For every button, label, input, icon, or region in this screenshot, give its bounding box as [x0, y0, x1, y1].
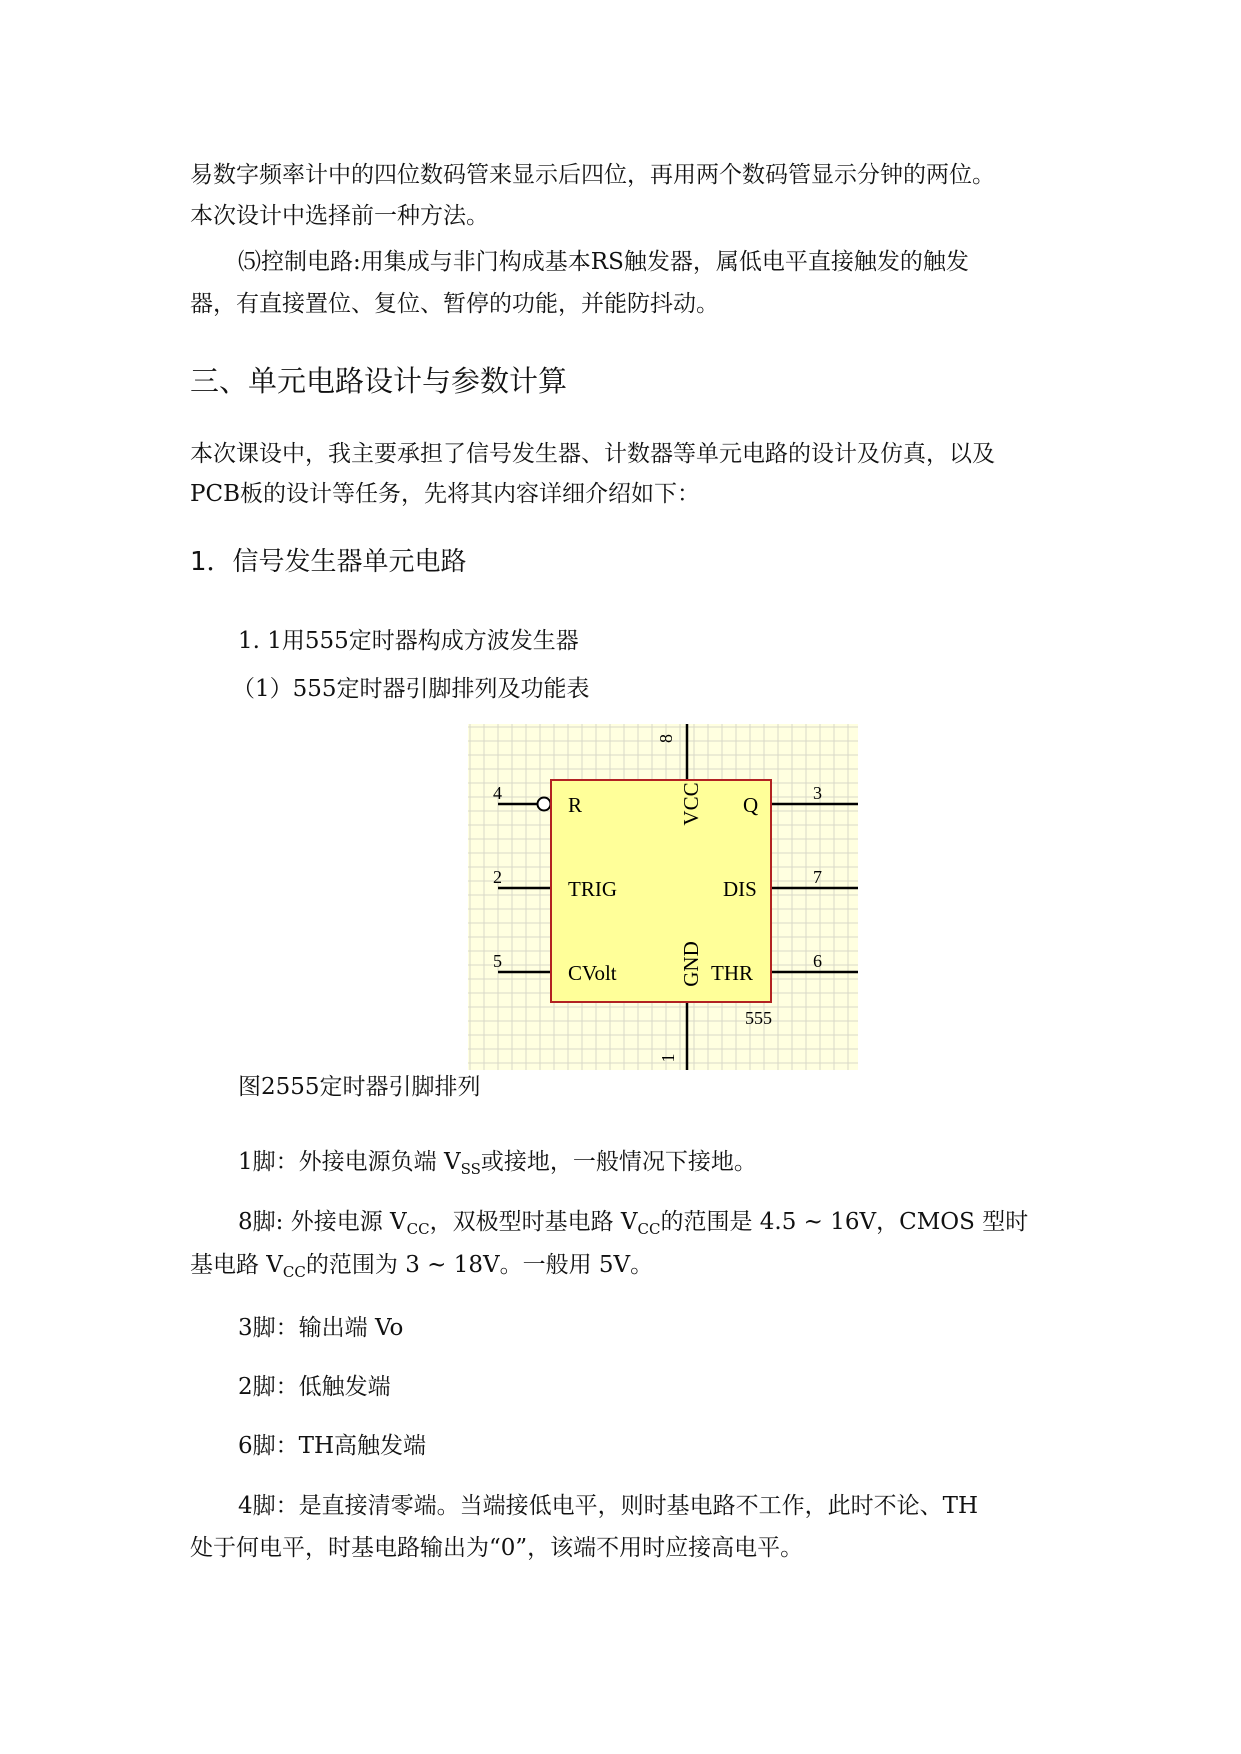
paragraph-line: 本次课设中，我主要承担了信号发生器、计数器等单元电路的设计及仿真，以及 — [190, 441, 995, 467]
pin-number-8: 8 — [656, 734, 676, 743]
pin-number-7: 7 — [813, 867, 822, 887]
paragraph-line: 本次设计中选择前一种方法。 — [190, 203, 489, 229]
label-dis: DIS — [723, 877, 757, 901]
section-heading: 三、单元电路设计与参数计算 — [190, 364, 568, 398]
pin-number-3: 3 — [813, 783, 822, 803]
figure-caption: 图2555定时器引脚排列 — [238, 1074, 481, 1100]
label-vcc: VCC — [679, 782, 703, 826]
item-heading: （1）555定时器引脚排列及功能表 — [232, 676, 590, 702]
subsubsection-heading: 1. 1用555定时器构成方波发生器 — [238, 628, 579, 654]
pin-description-8: 8脚: 外接电源 $V_{CC}$，双极型时基电路 $V_{CC}$的范围是 4.5 ~ 16V，CMOS 型时 — [238, 1209, 1029, 1238]
label-q: Q — [743, 793, 759, 817]
subsection-heading: 1．信号发生器单元电路 — [190, 547, 467, 577]
paragraph-line: 器，有直接置位、复位、暂停的功能，并能防抖动。 — [190, 291, 719, 317]
pin-number-4: 4 — [493, 783, 502, 803]
reset-inversion-bubble — [538, 798, 551, 811]
pin-description-4: 4脚：是直接清零端。当端接低电平，则时基电路不工作，此时不论、TH — [238, 1493, 979, 1519]
pin-number-2: 2 — [493, 867, 502, 887]
label-gnd: GND — [679, 941, 703, 987]
paragraph-line: ⑸控制电路:用集成与非门构成基本RS触发器，属低电平直接触发的触发 — [238, 249, 969, 275]
label-thr: THR — [711, 961, 753, 985]
pin-description-6: 6脚：TH高触发端 — [238, 1433, 427, 1459]
pin-description-2: 2脚：低触发端 — [238, 1374, 391, 1400]
pin-number-5: 5 — [493, 951, 502, 971]
label-trig: TRIG — [568, 877, 617, 901]
timer-555-pinout-diagram — [468, 724, 858, 1070]
paragraph-line: PCB板的设计等任务，先将其内容详细介绍如下： — [190, 481, 700, 507]
pin-description-4-cont: 处于何电平，时基电路输出为“0”，该端不用时应接高电平。 — [190, 1535, 804, 1561]
pin-description-8-cont: 基电路 $V_{CC}$的范围为 3 ~ 18V。一般用 5V。 — [190, 1252, 654, 1281]
paragraph-line: 易数字频率计中的四位数码管来显示后四位，再用两个数码管显示分钟的两位。 — [190, 162, 995, 188]
pin-number-6: 6 — [813, 951, 822, 971]
pin-description-1: 1脚：外接电源负端 $V_{SS}$或接地，一般情况下接地。 — [238, 1149, 757, 1178]
label-r: R — [568, 793, 583, 817]
label-cvolt: CVolt — [568, 961, 617, 985]
pin-number-1: 1 — [658, 1053, 678, 1063]
part-name-label: 555 — [745, 1008, 772, 1028]
pin-description-3: 3脚：输出端 Vo — [238, 1315, 404, 1341]
